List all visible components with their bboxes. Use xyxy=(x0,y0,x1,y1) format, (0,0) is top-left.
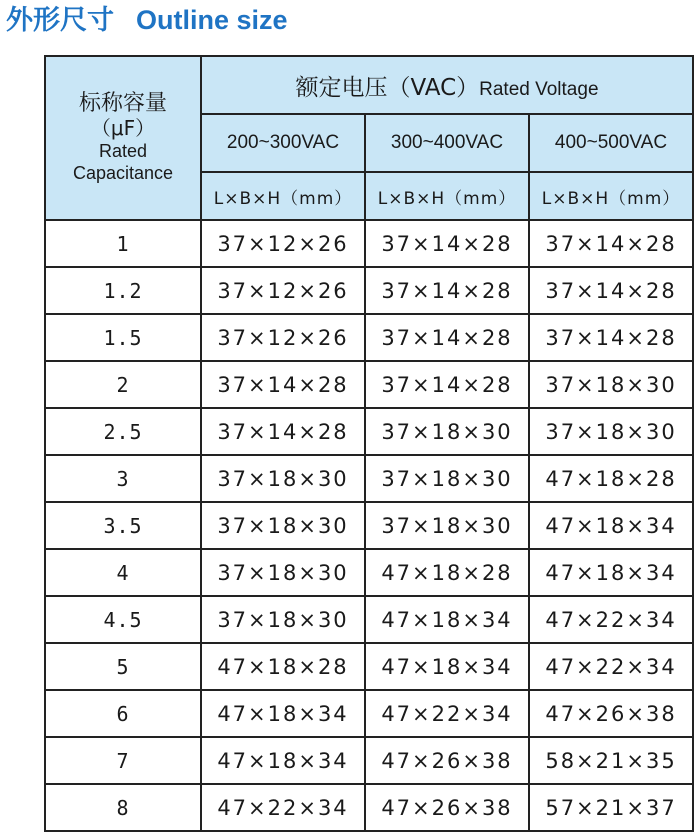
dimension-cell: 37×18×30 xyxy=(201,502,365,549)
capacitance-header-zh: 标称容量 xyxy=(78,91,167,116)
table-row xyxy=(45,455,693,502)
dimension-cell: 58×21×35 xyxy=(529,737,693,784)
dimension-cell: 37×14×28 xyxy=(201,408,365,455)
capacitance-cell: 1 xyxy=(45,220,201,267)
capacitance-cell: 1.2 xyxy=(45,267,201,314)
dimension-cell: 37×18×30 xyxy=(201,549,365,596)
dimension-cell: 47×26×38 xyxy=(365,784,529,831)
table-row xyxy=(45,690,693,737)
dimension-cell: 47×18×34 xyxy=(201,690,365,737)
capacitance-header-en-1: Rated xyxy=(98,141,148,161)
dimension-cell: 47×26×38 xyxy=(365,737,529,784)
dimension-cell: 47×22×34 xyxy=(529,643,693,690)
dimension-cell: 47×18×34 xyxy=(529,502,693,549)
table-row xyxy=(45,596,693,643)
dimension-cell: 37×18×30 xyxy=(201,455,365,502)
dimension-unit-header: L×B×H（mm） xyxy=(201,172,365,220)
dimension-cell: 37×14×28 xyxy=(365,220,529,267)
voltage-range-header: 400~500VAC xyxy=(529,114,693,172)
title-en: Outline size xyxy=(136,5,288,35)
rated-voltage-header xyxy=(201,56,693,114)
table-row xyxy=(45,643,693,690)
dimension-cell: 37×12×26 xyxy=(201,220,365,267)
title-zh: 外形尺寸 xyxy=(6,5,114,36)
capacitance-cell: 3 xyxy=(45,455,201,502)
dimension-cell: 47×22×34 xyxy=(529,596,693,643)
dimension-cell: 37×14×28 xyxy=(529,314,693,361)
voltage-range-header: 300~400VAC xyxy=(365,114,529,172)
dimension-cell: 47×22×34 xyxy=(201,784,365,831)
dimension-cell: 37×14×28 xyxy=(365,361,529,408)
rated-voltage-header-en: Rated Voltage xyxy=(479,78,599,100)
table-row xyxy=(45,784,693,831)
table-row xyxy=(45,314,693,361)
dimension-cell: 57×21×37 xyxy=(529,784,693,831)
table-row xyxy=(45,408,693,455)
capacitance-header xyxy=(45,56,201,220)
dimension-cell: 47×18×28 xyxy=(201,643,365,690)
dimension-cell: 47×18×34 xyxy=(365,596,529,643)
dimension-cell: 37×14×28 xyxy=(365,314,529,361)
dimension-cell: 37×14×28 xyxy=(201,361,365,408)
dimension-cell: 47×18×34 xyxy=(529,549,693,596)
table-row xyxy=(45,737,693,784)
dimension-cell: 37×18×30 xyxy=(365,408,529,455)
outline-size-table xyxy=(44,55,694,832)
capacitance-cell: 2.5 xyxy=(45,408,201,455)
table-body xyxy=(45,220,693,831)
dimension-cell: 47×26×38 xyxy=(529,690,693,737)
table-row xyxy=(45,267,693,314)
dimension-cell: 47×18×34 xyxy=(365,643,529,690)
dimension-cell: 37×12×26 xyxy=(201,314,365,361)
table-row xyxy=(45,361,693,408)
capacitance-cell: 2 xyxy=(45,361,201,408)
capacitance-cell: 1.5 xyxy=(45,314,201,361)
capacitance-cell: 8 xyxy=(45,784,201,831)
dimension-unit-header: L×B×H（mm） xyxy=(365,172,529,220)
capacitance-cell: 4 xyxy=(45,549,201,596)
dimension-cell: 47×18×34 xyxy=(201,737,365,784)
dimension-cell: 47×18×28 xyxy=(365,549,529,596)
table-row xyxy=(45,549,693,596)
dimension-cell: 47×18×28 xyxy=(529,455,693,502)
rated-voltage-header-zh: 额定电压（VAC） xyxy=(295,74,480,101)
dimension-cell: 37×18×30 xyxy=(365,502,529,549)
dimension-cell: 47×22×34 xyxy=(365,690,529,737)
voltage-range-header: 200~300VAC xyxy=(201,114,365,172)
dimension-cell: 37×18×30 xyxy=(365,455,529,502)
page-title xyxy=(6,0,288,44)
capacitance-cell: 4.5 xyxy=(45,596,201,643)
dimension-cell: 37×14×28 xyxy=(529,267,693,314)
dimension-cell: 37×18×30 xyxy=(529,361,693,408)
capacitance-header-en-2: Capacitance xyxy=(72,163,174,183)
dimension-cell: 37×14×28 xyxy=(529,220,693,267)
dimension-cell: 37×18×30 xyxy=(529,408,693,455)
capacitance-header-unit: （μF） xyxy=(90,116,156,140)
capacitance-cell: 3.5 xyxy=(45,502,201,549)
table-row xyxy=(45,502,693,549)
dimension-cell: 37×12×26 xyxy=(201,267,365,314)
table-row xyxy=(45,220,693,267)
capacitance-cell: 7 xyxy=(45,737,201,784)
dimension-unit-header: L×B×H（mm） xyxy=(529,172,693,220)
dimension-cell: 37×18×30 xyxy=(201,596,365,643)
dimension-cell: 37×14×28 xyxy=(365,267,529,314)
capacitance-cell: 6 xyxy=(45,690,201,737)
capacitance-cell: 5 xyxy=(45,643,201,690)
